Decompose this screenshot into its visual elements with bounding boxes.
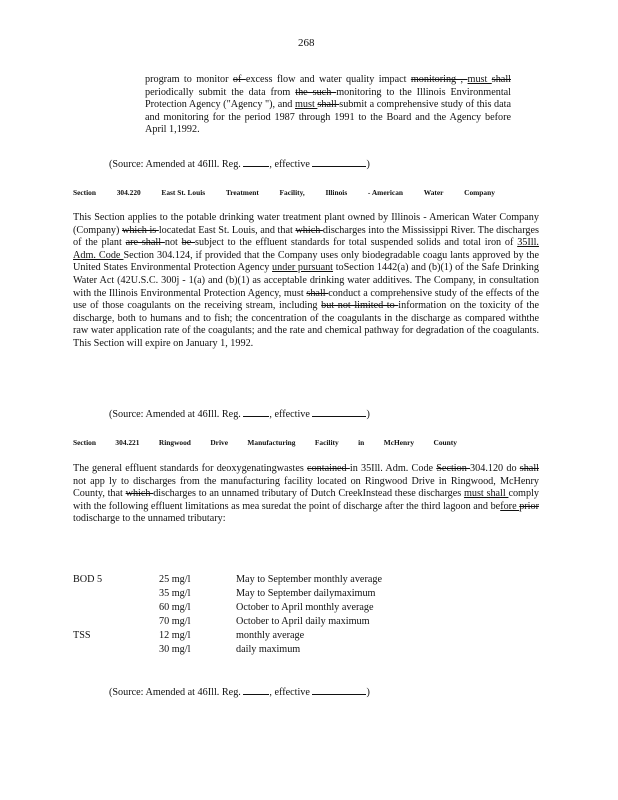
limit-period: daily maximum — [236, 643, 301, 655]
text-run: must — [295, 99, 318, 111]
text-run: conduct a comprehensive study of the effects of the use of those coagulants on the receiving stream, including — [73, 287, 539, 312]
source-suffix: ) — [366, 687, 370, 698]
text-run: are shall — [125, 237, 165, 249]
heading-word: Ringwood — [158, 438, 191, 447]
heading-word: Section — [73, 438, 96, 447]
text-run: which — [125, 488, 154, 500]
text-run: shall — [306, 287, 329, 299]
heading-word: County — [433, 438, 457, 447]
limit-param: TSS — [73, 629, 91, 641]
source-mid: , effective — [269, 687, 310, 698]
text-run: not — [164, 237, 182, 249]
limit-value: 30 mg/l — [159, 643, 191, 655]
text-run: shall — [317, 99, 340, 111]
limit-value: 12 mg/l — [159, 629, 191, 641]
limit-param — [73, 601, 159, 615]
limit-value: 60 mg/l — [159, 601, 191, 613]
text-run: todischarge to the unnamed tributary: — [73, 513, 226, 525]
source-suffix: ) — [366, 159, 370, 170]
limit-row — [73, 601, 382, 615]
text-run: not app ly to discharges from the manufacturing facility located on Ringwood Drive in Ringwood, McHenry County, that — [73, 475, 539, 500]
page-number: 268 — [298, 37, 315, 49]
limit-row — [73, 615, 382, 629]
text-run: under pursuant — [272, 262, 334, 274]
text-run: shall — [519, 463, 539, 474]
text-run: subject to the effluent standards for total suspended solids and total iron of — [195, 237, 518, 249]
text-run: 35Ill. Adm. Code — [73, 237, 539, 261]
limit-row — [73, 629, 382, 643]
text-run: be — [181, 237, 196, 249]
text-run: must shall — [463, 488, 509, 500]
heading-word: Treatment — [225, 188, 259, 197]
section-304-220-body — [73, 212, 539, 351]
text-run: but not limited to — [321, 300, 399, 312]
source-prefix: (Source: Amended at 46Ill. Reg. — [109, 409, 241, 420]
limit-value: 25 mg/l — [159, 574, 191, 585]
heading-word: McHenry — [383, 438, 415, 447]
limit-param: BOD 5 — [73, 574, 103, 585]
paragraph-monitoring — [145, 74, 511, 137]
source-note-1 — [109, 157, 370, 170]
text-run: must — [467, 74, 492, 85]
limit-value: 35 mg/l — [159, 587, 191, 599]
text-run: Section 304.124, if provided that the Company uses only biodegradable coagu lants approved by the United States Environmental Protection Agency — [73, 249, 539, 274]
text-run: 304.120 do — [470, 463, 520, 474]
text-run: comply with the following effluent limitations as mea suredat the point of discharge after the third lagoon and be — [73, 488, 539, 512]
heading-word: - American — [367, 188, 404, 197]
heading-word: 304.220 — [116, 188, 141, 197]
text-run: The general effluent standards for deoxygenatingwastes — [73, 463, 308, 474]
text-run: the such — [295, 86, 337, 98]
effluent-limits-table — [73, 573, 382, 656]
text-run: discharges to an unnamed tributary of Dutch CreekInstead these discharges — [153, 488, 464, 500]
limit-period: October to April daily maximum — [236, 615, 370, 627]
text-run: of — [232, 74, 246, 85]
heading-word: Section — [73, 188, 96, 197]
heading-word: Facility — [314, 438, 339, 447]
text-run: program to monitor — [145, 74, 233, 85]
section-304-220-heading — [73, 188, 495, 197]
heading-word: Company — [464, 188, 495, 197]
limit-period: May to September dailymaximum — [236, 587, 376, 599]
source-note-3 — [109, 685, 370, 698]
reg-blank — [243, 157, 269, 167]
limit-param — [73, 643, 159, 657]
heading-word: East St. Louis — [161, 188, 206, 197]
limit-value: 70 mg/l — [159, 615, 191, 627]
text-run: shall — [491, 74, 511, 85]
section-304-221-body — [73, 463, 539, 526]
text-run: monitoring , — [410, 74, 468, 85]
effective-blank — [312, 685, 366, 695]
text-run: excess flow and water quality impact — [245, 74, 411, 85]
text-run: Section — [436, 463, 471, 474]
text-run: locatedat East St. Louis, and that — [158, 224, 296, 236]
reg-blank — [243, 407, 269, 417]
source-prefix: (Source: Amended at 46Ill. Reg. — [109, 687, 241, 698]
limit-period: monthly average — [236, 629, 305, 641]
heading-word: Manufacturing — [247, 438, 296, 447]
text-run: fore — [500, 500, 520, 512]
limit-row — [73, 643, 382, 657]
limit-period: May to September monthly average — [236, 574, 382, 585]
heading-word: Drive — [210, 438, 228, 447]
limit-param — [73, 615, 159, 629]
text-run: periodically submit the data from — [145, 86, 296, 98]
limit-row — [73, 587, 382, 601]
text-run: which is — [121, 224, 159, 236]
source-mid: , effective — [269, 409, 310, 420]
reg-blank — [243, 685, 269, 695]
text-run: in 35Ill. Adm. Code — [349, 463, 437, 474]
heading-word: Illinois — [325, 188, 348, 197]
heading-word: Water — [423, 188, 444, 197]
text-run: submit a comprehensive study of this data and monitoring for the period 1987 through 1991 to the Board and the Agency before April 1,1992. — [145, 99, 511, 136]
text-run: prior — [519, 500, 539, 512]
limit-param — [73, 587, 159, 601]
text-run: which — [295, 224, 323, 236]
heading-word: 304.221 — [115, 438, 140, 447]
text-run: information on the toxicity of the discharge, both to humans and to fish; the concentration of the coagulants in the discharge as compared withthe raw water application rate of the coagulants; and the rate and chemical pathway for degradation of the coagulants. This Section will expire on January 1, 1992. — [73, 300, 540, 349]
text-run: contained — [307, 463, 350, 474]
source-mid: , effective — [269, 159, 310, 170]
effective-blank — [312, 407, 366, 417]
text-run: discharges into the Mississippi River. The discharges of the plant — [73, 224, 539, 249]
source-suffix: ) — [366, 409, 370, 420]
source-note-2 — [109, 407, 370, 420]
limit-period: October to April monthly average — [236, 601, 374, 613]
source-prefix: (Source: Amended at 46Ill. Reg. — [109, 159, 241, 170]
limit-row — [73, 573, 382, 587]
text-run: toSection 1442(a) and (b)(1) of the Safe Drinking Water Act (42U.S.C. 300j - 1(a) and (b)(1) as acceptable drinking water additives. The Company, in consultation with the Illinois Environmental Protection Agency, must — [73, 262, 539, 299]
text-run: monitoring to the Illinois Environmental Protection Agency ("Agency "), and — [145, 86, 512, 111]
heading-word: Facility, — [279, 188, 305, 197]
section-304-221-heading — [73, 438, 457, 447]
text-run: This Section applies to the potable drinking water treatment plant owned by Illinois - American Water Company (Company) — [73, 212, 539, 236]
effective-blank — [312, 157, 366, 167]
heading-word: in — [358, 438, 365, 447]
